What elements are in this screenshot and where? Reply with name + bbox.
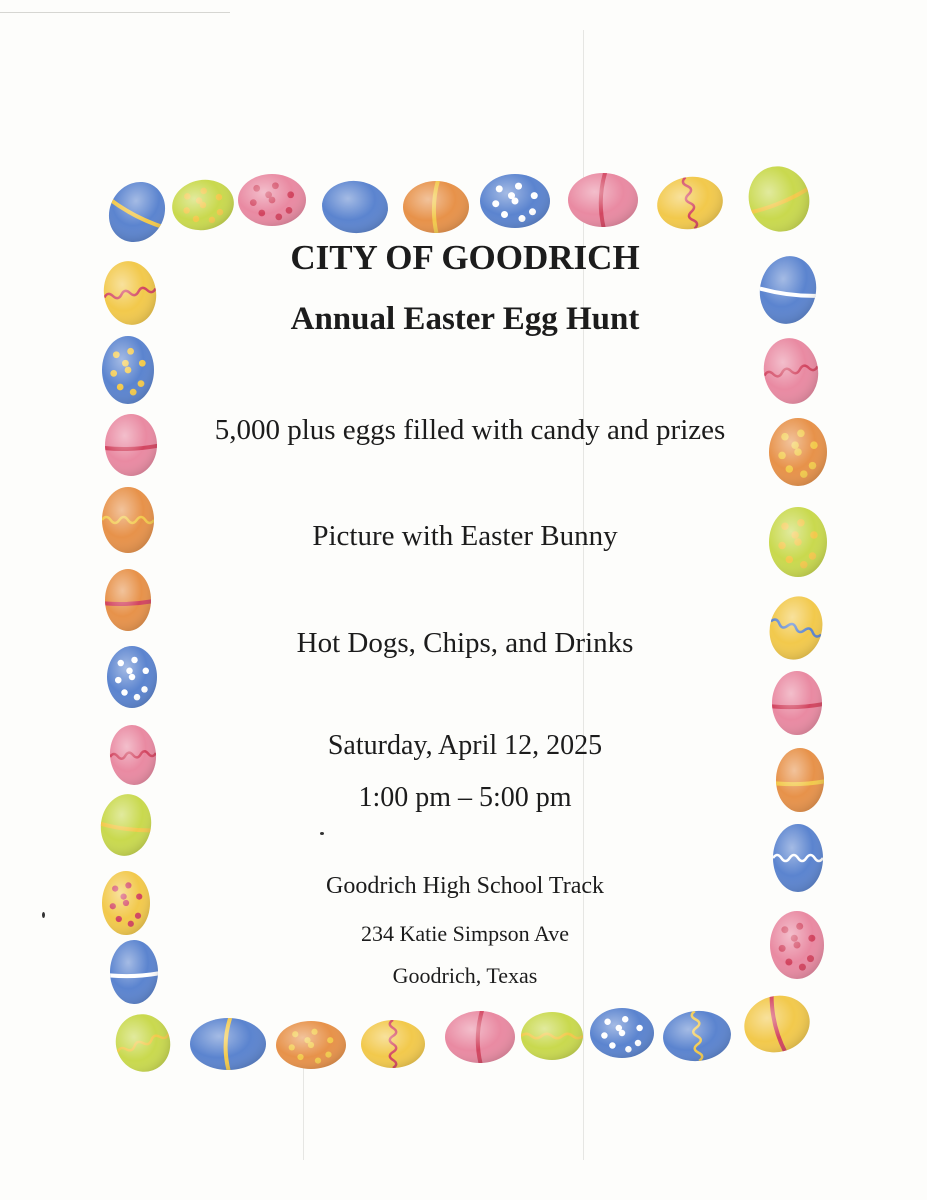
highlight-eggs: 5,000 plus eggs filled with candy and prizes [214,414,726,446]
event-city: Goodrich, Texas [392,963,538,988]
flyer-subtitle: Annual Easter Egg Hunt [290,301,640,337]
easter-egg-icon [238,174,306,226]
easter-egg-icon [737,984,818,1065]
easter-egg-icon [521,1012,583,1060]
easter-egg-icon [759,334,824,408]
easter-egg-icon [102,336,154,404]
easter-egg-icon [590,1008,654,1058]
easter-egg-icon [480,174,550,228]
highlight-bunny: Picture with Easter Bunny [312,520,618,552]
easter-egg-icon [403,176,469,238]
easter-egg-icon [320,178,390,236]
scan-speck [320,832,324,835]
event-time: 1:00 pm – 5:00 pm [358,782,572,813]
easter-egg-icon [445,1006,515,1068]
easter-egg-icon [168,175,238,235]
easter-egg-icon [91,569,165,631]
easter-egg-icon [568,168,638,232]
easter-egg-icon [276,1021,346,1069]
easter-egg-icon [108,1007,179,1080]
highlight-food: Hot Dogs, Chips, and Drinks [296,627,634,659]
easter-egg-icon [361,1020,425,1068]
easter-egg-icon [759,671,836,735]
event-street-address: 234 Katie Simpson Ave [361,921,569,946]
easter-egg-icon [94,414,168,476]
easter-egg-icon [653,172,727,235]
event-venue: Goodrich High School Track [326,873,604,899]
easter-egg-icon [661,1008,733,1064]
scan-speck [42,912,45,918]
event-date: Saturday, April 12, 2025 [327,730,603,761]
easter-egg-icon [190,1013,266,1075]
easter-egg-icon [731,154,828,243]
flyer-title: CITY OF GOODRICH [290,238,640,277]
